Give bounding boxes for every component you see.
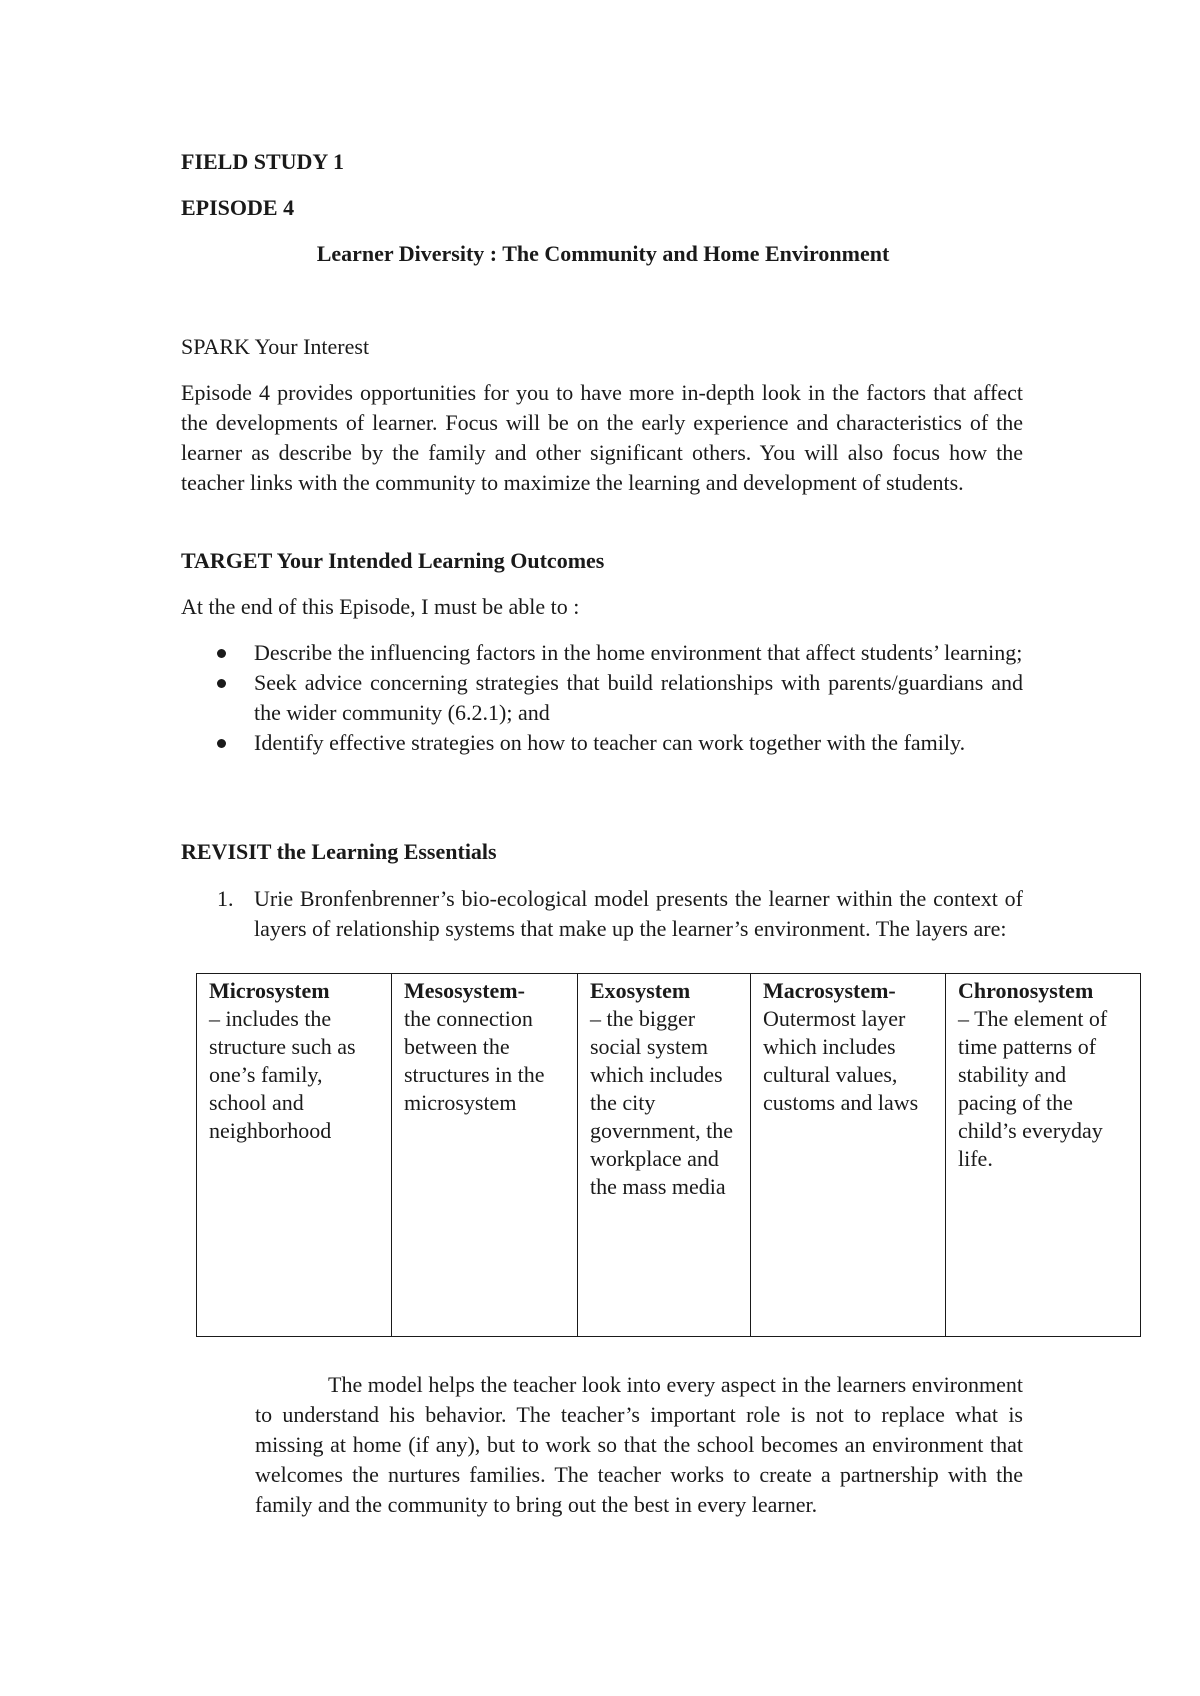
layer-description: – includes the structure such as one’s family, school and neighborhood bbox=[209, 1006, 356, 1143]
table-cell-microsystem bbox=[197, 974, 392, 1337]
outcome-text: Identify effective strategies on how to teacher can work together with the family. bbox=[254, 730, 966, 755]
bullet-icon bbox=[217, 649, 226, 658]
table-cell-mesosystem bbox=[392, 974, 578, 1337]
list-item bbox=[181, 638, 1023, 668]
list-item bbox=[181, 668, 1023, 728]
table-cell-macrosystem bbox=[751, 974, 946, 1337]
layer-description: Outermost layer which includes cultural values, customs and laws bbox=[763, 1006, 919, 1115]
episode-heading: EPISODE 4 bbox=[181, 195, 295, 220]
ecological-layers-table bbox=[196, 973, 1141, 1337]
closing-paragraph: The model helps the teacher look into every aspect in the learners environment to understand his behavior. The teacher’s important role is not to replace what is missing at home (if any), but to work so that the school becomes an environment that welcomes the nurtures families. The teacher works to create a partnership with the family and the community to bring out the best in every learner. bbox=[255, 1372, 1023, 1517]
layer-name: Mesosystem- bbox=[404, 978, 525, 1003]
item-text: Urie Bronfenbrenner’s bio-ecological model presents the learner within the context of layers of relationship systems that make up the learner’s environment. The layers are: bbox=[254, 886, 1023, 941]
outcomes-intro: At the end of this Episode, I must be able to : bbox=[181, 594, 580, 619]
spark-paragraph: Episode 4 provides opportunities for you to have more in-depth look in the factors that affect the developments of learner. Focus will be on the early experience and characteristics of the learner as describe by the family and other significant others. You will also focus how the teacher links with the community to maximize the learning and development of students. bbox=[181, 380, 1023, 495]
layer-name: Macrosystem- bbox=[763, 978, 896, 1003]
table-cell-chronosystem bbox=[946, 974, 1141, 1337]
course-heading: FIELD STUDY 1 bbox=[181, 149, 344, 174]
episode-title: Learner Diversity : The Community and Home Environment bbox=[316, 241, 890, 266]
outcome-text: Seek advice concerning strategies that build relationships with parents/guardians and the wider community (6.2.1); and bbox=[254, 670, 1023, 725]
item-number: 1. bbox=[217, 886, 234, 911]
layer-description: the connection between the structures in the microsystem bbox=[404, 1006, 545, 1115]
revisit-heading: REVISIT the Learning Essentials bbox=[181, 839, 497, 864]
bullet-icon bbox=[217, 679, 226, 688]
numbered-item bbox=[181, 884, 1023, 944]
layer-name: Chronosystem bbox=[958, 978, 1094, 1003]
outcome-text: Describe the influencing factors in the home environment that affect students’ learning; bbox=[254, 640, 1023, 665]
target-heading: TARGET Your Intended Learning Outcomes bbox=[181, 548, 605, 573]
bullet-icon bbox=[217, 739, 226, 748]
layer-name: Exosystem bbox=[590, 978, 691, 1003]
table-cell-exosystem bbox=[578, 974, 751, 1337]
table-row bbox=[197, 974, 1141, 1337]
layer-name: Microsystem bbox=[209, 978, 330, 1003]
spark-heading: SPARK Your Interest bbox=[181, 334, 370, 359]
layer-description: – The element of time patterns of stability and pacing of the child’s everyday life. bbox=[958, 1006, 1108, 1171]
list-item bbox=[181, 728, 1023, 758]
layer-description: – the bigger social system which includes the city government, the workplace and the mass media bbox=[590, 1006, 733, 1199]
outcomes-list bbox=[181, 638, 1023, 758]
